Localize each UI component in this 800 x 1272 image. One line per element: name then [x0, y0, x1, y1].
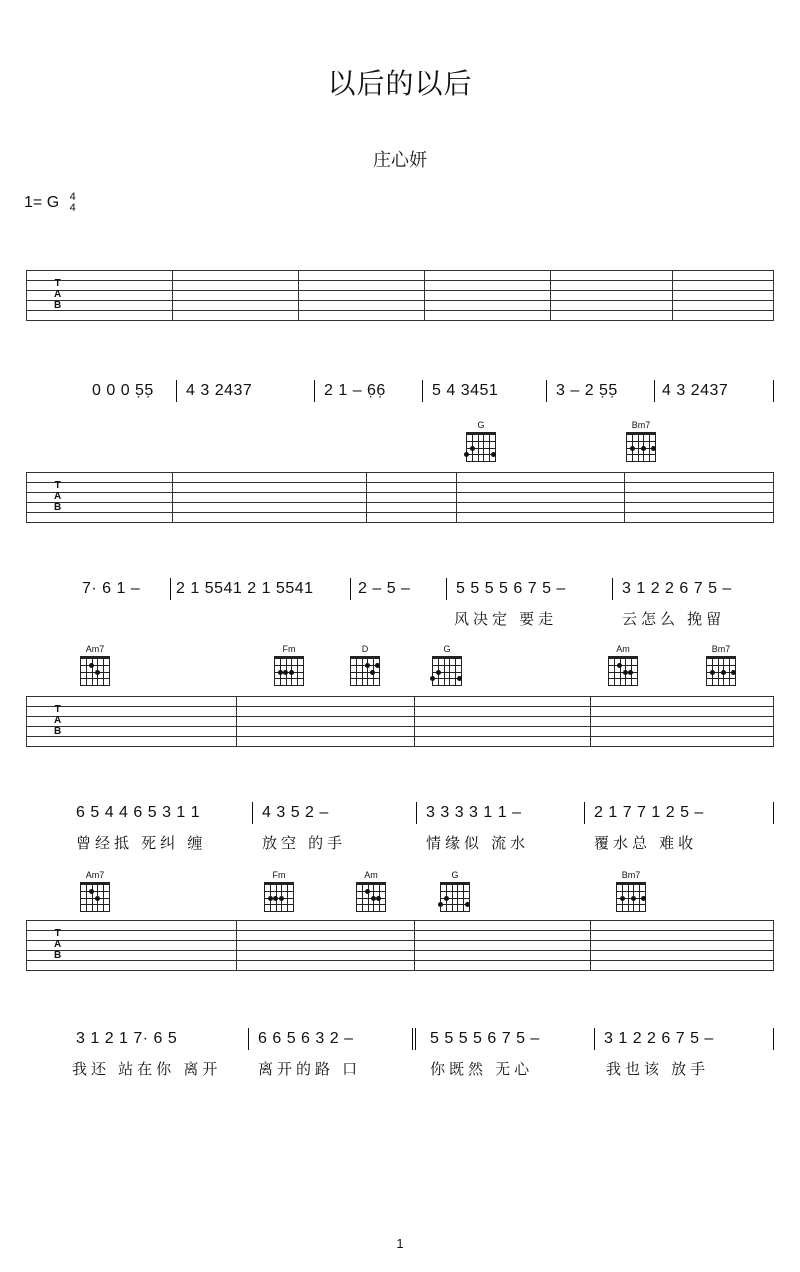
- lyric: 风决定 要走: [454, 611, 558, 628]
- tab-staff-1: [26, 270, 774, 320]
- chord-diagram-bm7: Bm7: [624, 420, 658, 462]
- measure: 5 5 5 5 6 7 5 –: [430, 1030, 540, 1047]
- chord-diagram-am7: Am7: [78, 870, 112, 912]
- tab-staff-4: T A B: [26, 920, 774, 970]
- measure: 3 1 2 1 7· 6 5: [76, 1030, 178, 1047]
- measure: 6 6 5 6 3 2 –: [258, 1030, 354, 1047]
- measure: 6 5 4 4 6 5 3 1 1: [76, 804, 201, 821]
- lyric: 离开的路 口: [258, 1061, 362, 1078]
- tab-staff-3: T A B: [26, 696, 774, 746]
- time-signature: 4 4: [69, 191, 76, 214]
- chord-diagram-am: Am: [606, 644, 640, 686]
- chord-diagram-am7: Am7: [78, 644, 112, 686]
- measure: 0 0 0 5̣5̣: [92, 382, 154, 399]
- measure: 2 1 7 7 1 2 5 –: [594, 804, 704, 821]
- tab-staff-2: T A B: [26, 472, 774, 522]
- tab-clef: T A B: [54, 278, 62, 311]
- measure: 4 3 2437: [186, 382, 253, 399]
- measure: 5 4 3451: [432, 382, 499, 399]
- chord-diagram-fm: Fm: [262, 870, 296, 912]
- page-number: 1: [396, 1236, 404, 1251]
- lyric: 你既然 无心: [430, 1061, 534, 1078]
- lyric: 覆水总 难收: [594, 835, 698, 852]
- chord-diagram-d: D: [348, 644, 382, 686]
- lyric: 曾经抵 死纠 缠: [76, 835, 207, 852]
- artist-name: 庄心妍: [373, 150, 427, 170]
- key-label: 1= G: [24, 194, 60, 212]
- measure: 2 – 5 –: [358, 580, 411, 597]
- lyric: 云怎么 挽留: [622, 611, 726, 628]
- measure: 2 1 5541 2 1 5541: [176, 580, 314, 597]
- measure: 5 5 5 5 6 7 5 –: [456, 580, 566, 597]
- chord-diagram-g: G: [430, 644, 464, 686]
- measure: 4 3 5 2 –: [262, 804, 329, 821]
- chord-diagram-g: G: [464, 420, 498, 462]
- measure: 7· 6 1 –: [82, 580, 141, 597]
- chord-diagram-g: G: [438, 870, 472, 912]
- measure: 2 1 – 6̣6̣: [324, 382, 386, 399]
- measure: 3 1 2 2 6 7 5 –: [622, 580, 732, 597]
- chord-diagram-fm: Fm: [272, 644, 306, 686]
- chord-diagram-am: Am: [354, 870, 388, 912]
- key-signature: [24, 192, 76, 214]
- chord-diagram-bm7: Bm7: [704, 644, 738, 686]
- measure: 3 3 3 3 1 1 –: [426, 804, 522, 821]
- lyric: 放空 的手: [262, 835, 347, 852]
- measure: 4 3 2437: [662, 382, 729, 399]
- chord-diagram-bm7: Bm7: [614, 870, 648, 912]
- song-title: 以后的以后: [327, 68, 473, 99]
- lyric: 我还 站在你 离开: [72, 1061, 222, 1078]
- lyric: 我也该 放手: [606, 1061, 710, 1078]
- measure: 3 1 2 2 6 7 5 –: [604, 1030, 714, 1047]
- lyric: 情缘似 流水: [426, 835, 530, 852]
- measure: 3 – 2 5̣5̣: [556, 382, 618, 399]
